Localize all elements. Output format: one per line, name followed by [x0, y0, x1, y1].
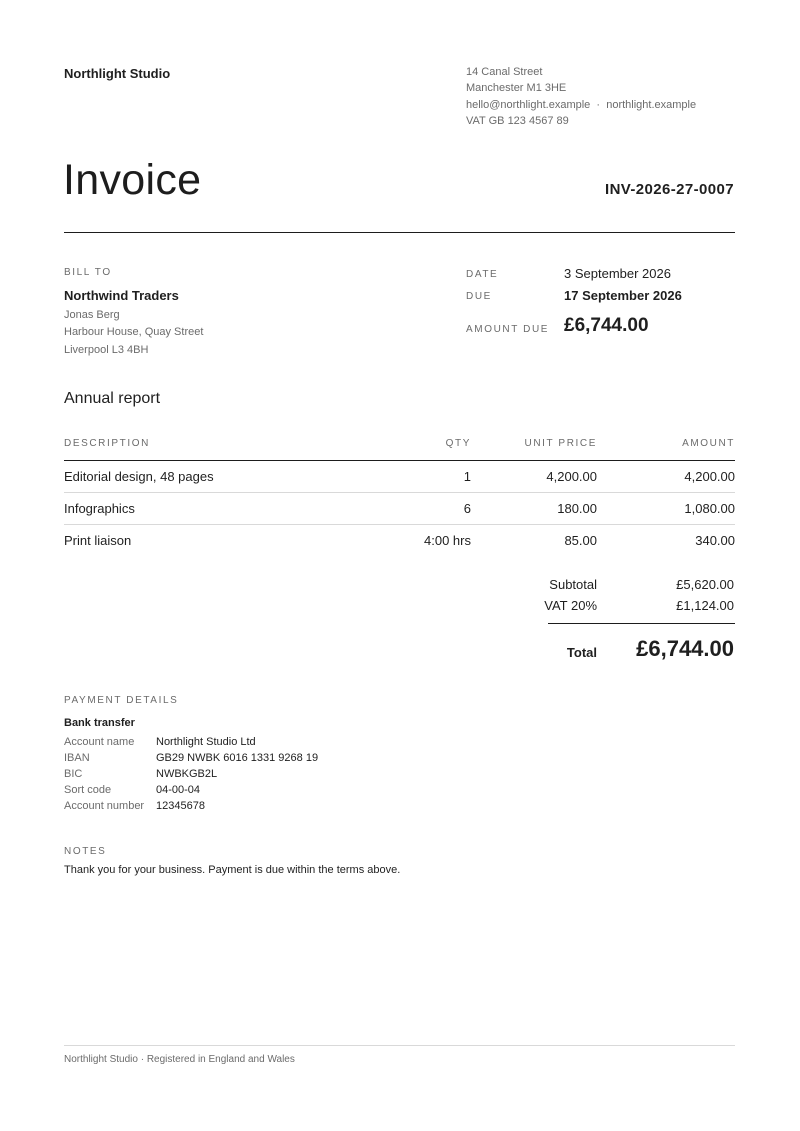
date-label: DATE — [466, 269, 499, 280]
payment-key: IBAN — [64, 752, 90, 764]
subtotal-label: Subtotal — [549, 577, 597, 592]
notes-label: NOTES — [64, 846, 107, 857]
payment-row — [64, 766, 318, 782]
item-unit-price: 85.00 — [564, 533, 597, 548]
payment-details-table — [64, 734, 318, 814]
column-header-amount: AMOUNT — [597, 438, 735, 461]
due-label: DUE — [466, 291, 492, 302]
bill-to-address-line: Liverpool L3 4BH — [64, 344, 149, 356]
total-label: Total — [566, 645, 597, 660]
item-qty: 4:00 hrs — [424, 533, 471, 548]
studio-contact-block — [466, 64, 696, 129]
payment-details-label: PAYMENT DETAILS — [64, 695, 179, 706]
payment-row — [64, 782, 318, 798]
payment-method: Bank transfer — [64, 717, 135, 729]
payment-key: BIC — [64, 768, 83, 780]
column-header-qty: QTY — [394, 438, 471, 461]
item-qty: 1 — [394, 461, 471, 493]
payment-key: Sort code — [64, 784, 112, 796]
bill-to-label: BILL TO — [64, 267, 112, 278]
totals-divider — [548, 623, 735, 624]
column-header-unit-price: UNIT PRICE — [471, 438, 597, 461]
payment-key: Account name — [64, 736, 135, 748]
date-value: 3 September 2026 — [564, 266, 671, 281]
payment-value: NWBKGB2L — [156, 768, 218, 780]
table-row — [64, 525, 735, 557]
column-header-description: DESCRIPTION — [64, 438, 394, 461]
vat-value: £1,124.00 — [676, 598, 734, 613]
contact-separator: · — [596, 98, 601, 111]
payment-value: 12345678 — [156, 800, 205, 812]
total-value: £6,744.00 — [636, 636, 734, 661]
invoice-number: INV-2026-27-0007 — [605, 181, 734, 198]
vat-label: VAT 20% — [544, 598, 597, 613]
payment-row — [64, 750, 318, 766]
bill-to-company: Northwind Traders — [64, 288, 179, 303]
item-amount: 1,080.00 — [597, 493, 735, 525]
payment-row — [64, 798, 318, 814]
footer-divider — [64, 1045, 735, 1046]
studio-website[interactable]: northlight.example — [606, 98, 697, 111]
item-amount: 4,200.00 — [597, 461, 735, 493]
payment-row — [64, 734, 318, 750]
item-description: Print liaison — [64, 533, 132, 548]
project-title: Annual report — [64, 390, 161, 407]
line-items-table — [64, 438, 735, 556]
table-header-row — [64, 438, 735, 461]
bill-to-contact: Jonas Berg — [64, 309, 120, 321]
studio-email[interactable]: hello@northlight.example — [466, 98, 591, 111]
studio-contact-line — [466, 97, 696, 113]
invoice-title: Invoice — [63, 156, 202, 204]
studio-address-line: 14 Canal Street — [466, 66, 543, 78]
payment-key: Account number — [64, 800, 145, 812]
item-amount: 340.00 — [695, 533, 735, 548]
item-qty: 6 — [394, 493, 471, 525]
due-value: 17 September 2026 — [564, 288, 682, 303]
payment-value: 04-00-04 — [156, 784, 201, 796]
item-unit-price: 180.00 — [471, 493, 597, 525]
bill-to-address-line: Harbour House, Quay Street — [64, 326, 204, 338]
amount-due-value: £6,744.00 — [564, 315, 649, 336]
header-divider — [64, 232, 735, 233]
item-description: Infographics — [64, 493, 394, 525]
notes-text: Thank you for your business. Payment is due within the terms above. — [64, 864, 401, 876]
payment-value: GB29 NWBK 6016 1331 9268 19 — [156, 752, 319, 764]
table-row — [64, 461, 735, 493]
subtotal-value: £5,620.00 — [676, 577, 734, 592]
studio-vat: VAT GB 123 4567 89 — [466, 114, 569, 127]
footer-text: Northlight Studio · Registered in England and Wales — [64, 1054, 295, 1065]
item-description: Editorial design, 48 pages — [64, 461, 394, 493]
amount-due-label: AMOUNT DUE — [466, 324, 550, 335]
studio-address-line: Manchester M1 3HE — [466, 82, 567, 95]
item-unit-price: 4,200.00 — [471, 461, 597, 493]
studio-name: Northlight Studio — [64, 66, 171, 81]
table-row — [64, 493, 735, 525]
payment-value: Northlight Studio Ltd — [156, 736, 256, 748]
